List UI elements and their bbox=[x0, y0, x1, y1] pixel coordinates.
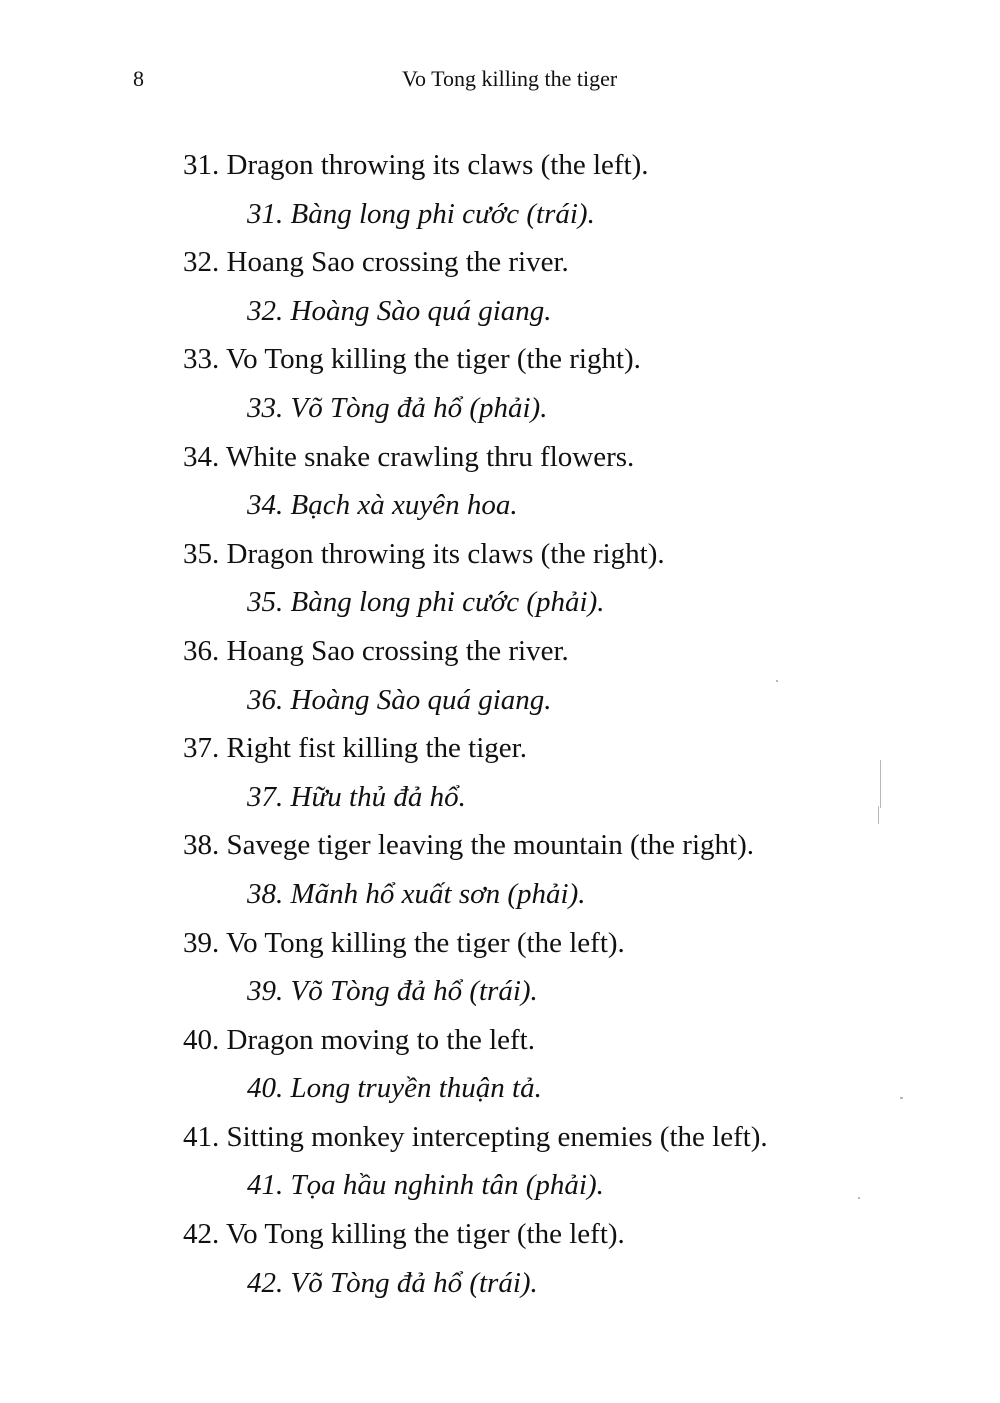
move-vietnamese: 36. Hoàng Sào quá giang. bbox=[247, 683, 552, 716]
move-vietnamese: 42. Võ Tòng đả hổ (trái). bbox=[247, 1266, 538, 1299]
move-vietnamese: 37. Hữu thủ đả hổ. bbox=[247, 780, 466, 813]
move-vietnamese: 33. Võ Tòng đả hổ (phải). bbox=[247, 391, 548, 424]
move-english: 42. Vo Tong killing the tiger (the left). bbox=[183, 1218, 625, 1251]
scan-speck bbox=[776, 680, 778, 682]
move-vietnamese: 38. Mãnh hổ xuất sơn (phải). bbox=[247, 877, 586, 910]
move-english: 34. White snake crawling thru flowers. bbox=[183, 440, 635, 473]
scan-speck bbox=[858, 1197, 860, 1199]
move-english: 39. Vo Tong killing the tiger (the left). bbox=[183, 926, 625, 959]
scan-speck bbox=[900, 1097, 903, 1099]
move-vietnamese: 39. Võ Tòng đả hổ (trái). bbox=[247, 975, 538, 1008]
page-header bbox=[0, 66, 1000, 102]
scan-speck bbox=[880, 760, 881, 808]
move-vietnamese: 34. Bạch xà xuyên hoa. bbox=[247, 489, 518, 522]
move-vietnamese: 32. Hoàng Sào quá giang. bbox=[247, 294, 552, 327]
move-vietnamese: 31. Bàng long phi cước (trái). bbox=[247, 197, 595, 230]
move-vietnamese: 41. Tọa hầu nghinh tân (phải). bbox=[247, 1169, 604, 1202]
move-vietnamese: 35. Bàng long phi cước (phải). bbox=[247, 586, 605, 619]
move-english: 38. Savege tiger leaving the mountain (the right). bbox=[183, 829, 754, 862]
move-english: 41. Sitting monkey intercepting enemies (the left). bbox=[183, 1120, 768, 1153]
move-english: 36. Hoang Sao crossing the river. bbox=[183, 634, 569, 667]
page-number: 8 bbox=[133, 66, 144, 91]
move-english: 33. Vo Tong killing the tiger (the right). bbox=[183, 343, 641, 376]
move-english: 35. Dragon throwing its claws (the right). bbox=[183, 537, 665, 570]
move-english: 37. Right fist killing the tiger. bbox=[183, 732, 527, 765]
move-english: 40. Dragon moving to the left. bbox=[183, 1023, 535, 1056]
move-english: 31. Dragon throwing its claws (the left). bbox=[183, 149, 649, 181]
form-move-list bbox=[0, 145, 1000, 1311]
move-vietnamese: 40. Long truyền thuận tả. bbox=[247, 1072, 542, 1105]
scan-speck bbox=[878, 806, 879, 824]
running-title: Vo Tong killing the tiger bbox=[402, 66, 618, 91]
move-english: 32. Hoang Sao crossing the river. bbox=[183, 246, 569, 279]
